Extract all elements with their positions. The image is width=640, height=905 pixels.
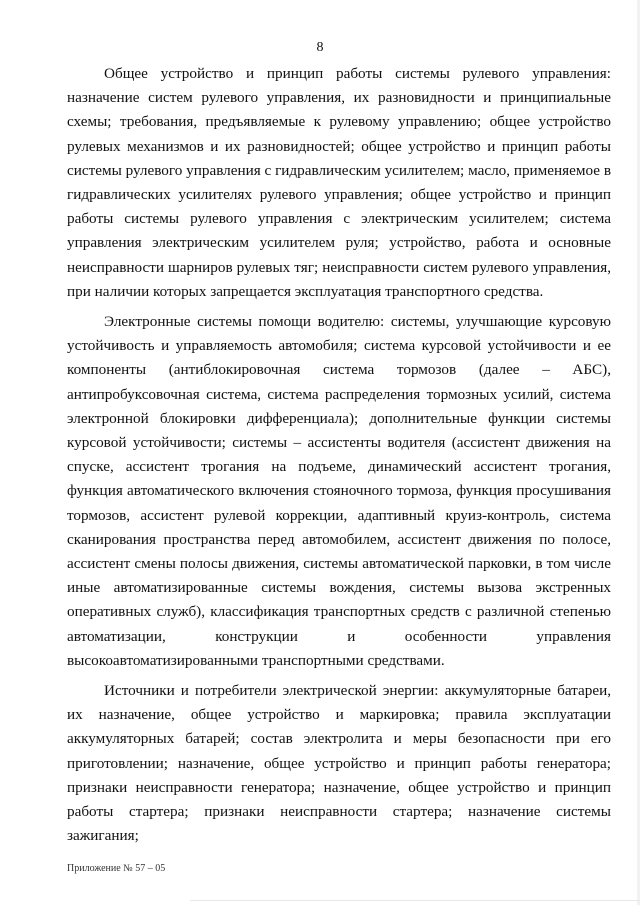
- footer-appendix-label: Приложение № 57 – 05: [67, 863, 166, 874]
- paragraph-steering: Общее устройство и принцип работы системы рулевого управления: назначение систем рулевого управления, их разновидности и принципиальные схемы; требования, предъявляемые к рулевому управлению; общее устройство рулевых механизмов и их разновидностей; общее устройство и принцип работы системы рулевого управления с гидравлическим усилителем; масло, применяемое в гидравлических усилителях рулевого управления; общее устройство и принцип работы системы рулевого управления с электрическим усилителем; система управления электрическим усилителем руля; устройство, работа и основные неисправности шарниров рулевых тяг; неисправности систем рулевого управления, при наличии которых запрещается эксплуатация транспортного средства.: [67, 65, 611, 300]
- page-number: 8: [316, 40, 324, 55]
- document-body: [67, 62, 611, 855]
- paragraph-driver-assistance: Электронные системы помощи водителю: системы, улучшающие курсовую устойчивость и управляемость автомобиля; система курсовой устойчивости и ее компоненты (антиблокировочная система тормозов (далее – АБС), антипробуксовочная система, система распределения тормозных усилий, система электронной блокировки дифференциала); дополнительные функции системы курсовой устойчивости; системы – ассистенты водителя (ассистент движения на спуске, ассистент трогания на подъеме, динамический ассистент трогания, функция автоматического включения стояночного тормоза, функция просушивания тормозов, ассистент рулевой коррекции, адаптивный круиз-контроль, система сканирования пространства перед автомобилем, ассистент движения по полосе, ассистент смены полосы движения, системы автоматической парковки, в том числе иные автоматизированные системы вождения, системы вызова экстренных оперативных служб), классификация транспортных средств с различной степенью автоматизации, конструкции и особенности управления высокоавтоматизированными транспортными средствами.: [67, 313, 611, 669]
- paragraph-electrical-energy: Источники и потребители электрической энергии: аккумуляторные батареи, их назначение, общее устройство и маркировка; правила эксплуатации аккумуляторных батарей; состав электролита и меры безопасности при его приготовлении; назначение, общее устройство и принцип работы генератора; признаки неисправности генератора; назначение, общее устройство и принцип работы стартера; признаки неисправности стартера; назначение системы зажигания;: [67, 682, 611, 845]
- scan-bottom-line: [190, 900, 640, 901]
